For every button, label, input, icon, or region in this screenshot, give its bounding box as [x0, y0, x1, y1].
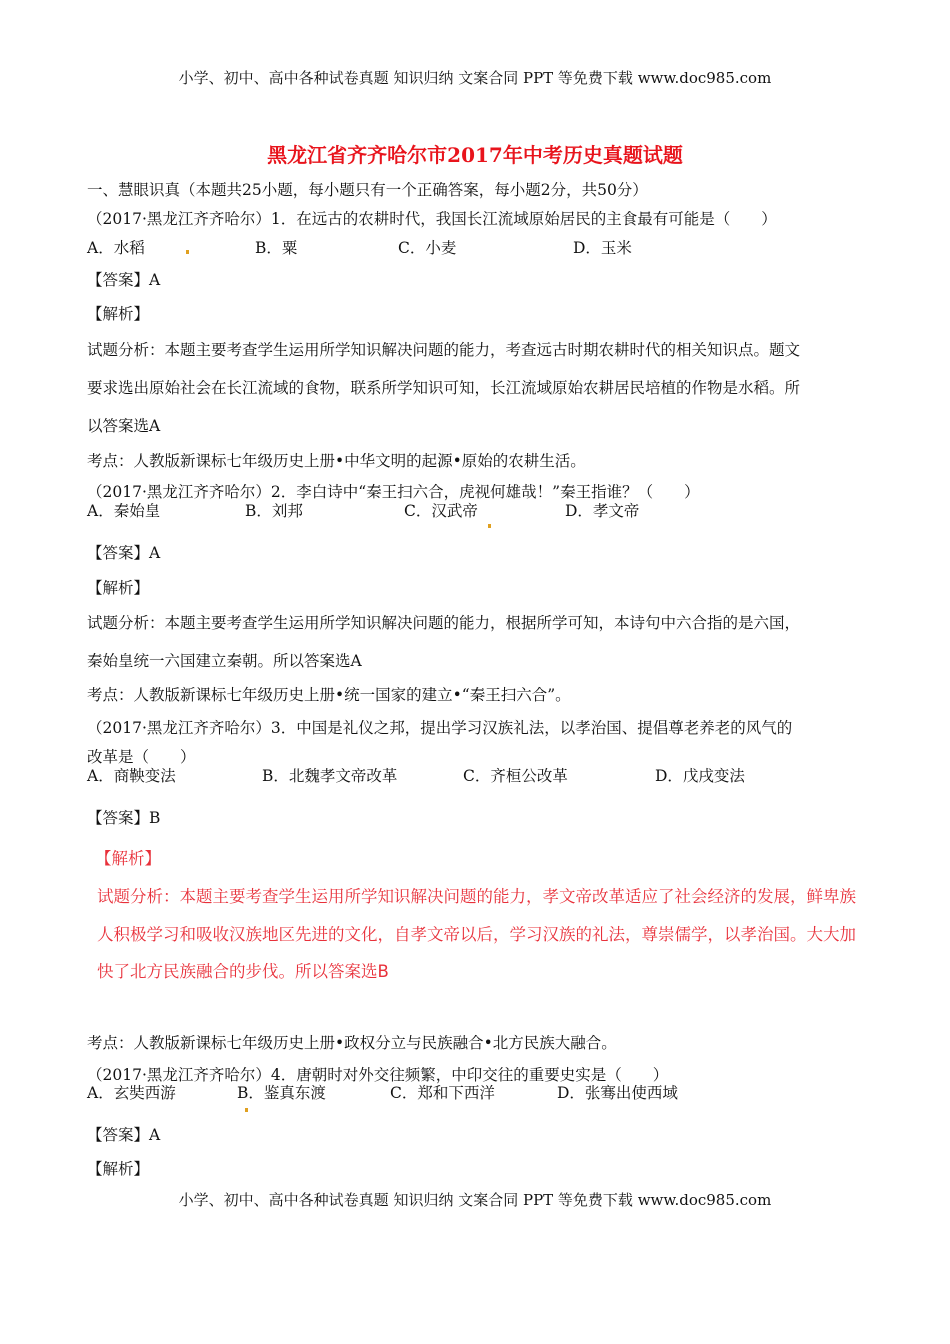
analysis-label: 【解析】 — [95, 849, 161, 868]
analysis-text: 试题分析：本题主要考查学生运用所学知识解决问题的能力，考查远古时期农耕时代的相关知识点。题文 — [87, 341, 801, 359]
answer-option: B．粟 — [255, 239, 298, 257]
analysis-label: 【解析】 — [87, 305, 150, 323]
analysis-text: 人积极学习和吸收汉族地区先进的文化，自孝文帝以后，学习汉族的礼法，尊崇儒学，以孝治国。大大加 — [97, 925, 856, 944]
answer-option: D．张骞出使西域 — [557, 1084, 678, 1102]
page-footer: 小学、初中、高中各种试卷真题 知识归纳 文案合同 PPT 等免费下载 www.doc985.com — [178, 1191, 772, 1209]
mark-dot — [488, 524, 491, 528]
answer-option: A．商鞅变法 — [87, 767, 176, 785]
knowledge-point: 考点：人教版新课标七年级历史上册•中华文明的起源•原始的农耕生活。 — [87, 452, 586, 470]
answer-option: D．孝文帝 — [565, 502, 640, 520]
answer-option: D．戊戌变法 — [655, 767, 745, 785]
answer-line: 【答案】A — [87, 544, 161, 562]
answer-option: A．秦始皇 — [87, 502, 161, 520]
answer-option: C．齐桓公改革 — [463, 767, 568, 785]
section-heading: 一、慧眼识真（本题共25小题，每小题只有一个正确答案，每小题2分，共50分） — [87, 181, 648, 199]
analysis-text: 要求选出原始社会在长江流域的食物，联系所学知识可知，长江流域原始农耕居民培植的作物是水稻。所 — [87, 379, 801, 397]
page-header: 小学、初中、高中各种试卷真题 知识归纳 文案合同 PPT 等免费下载 www.doc985.com — [178, 69, 772, 87]
document-title: 黑龙江省齐齐哈尔市2017年中考历史真题试题 — [267, 143, 683, 167]
answer-option: C．汉武帝 — [404, 502, 478, 520]
analysis-text: 快了北方民族融合的步伐。所以答案选B — [97, 962, 389, 981]
answer-option: B．鉴真东渡 — [237, 1084, 326, 1102]
analysis-text: 试题分析：本题主要考查学生运用所学知识解决问题的能力，根据所学可知，本诗句中六合指的是六国， — [87, 614, 801, 632]
question-stem: （2017·黑龙江齐齐哈尔）2．李白诗中“秦王扫六合，虎视何雄哉！”秦王指谁？（ ） — [87, 483, 700, 501]
answer-option: D．玉米 — [573, 239, 632, 257]
question-stem: （2017·黑龙江齐齐哈尔）1．在远古的农耕时代，我国长江流域原始居民的主食最有可能是（ ） — [87, 210, 777, 228]
answer-line: 【答案】B — [87, 809, 161, 827]
analysis-text: 试题分析：本题主要考查学生运用所学知识解决问题的能力，孝文帝改革适应了社会经济的发展，鲜卑族 — [97, 887, 856, 906]
answer-option: A．水稻 — [87, 239, 145, 257]
question-stem: 改革是（ ） — [87, 748, 196, 766]
analysis-label: 【解析】 — [87, 1160, 150, 1178]
answer-option: B．北魏孝文帝改革 — [262, 767, 398, 785]
answer-line: 【答案】A — [87, 1126, 161, 1144]
knowledge-point: 考点：人教版新课标七年级历史上册•政权分立与民族融合•北方民族大融合。 — [87, 1034, 617, 1052]
question-stem: （2017·黑龙江齐齐哈尔）3．中国是礼仪之邦，提出学习汉族礼法，以孝治国、提倡尊老养老的风气的 — [87, 719, 793, 737]
analysis-text: 秦始皇统一六国建立秦朝。所以答案选A — [87, 652, 362, 670]
analysis-label: 【解析】 — [87, 579, 150, 597]
knowledge-point: 考点：人教版新课标七年级历史上册•统一国家的建立•“秦王扫六合”。 — [87, 686, 571, 704]
analysis-text: 以答案选A — [87, 417, 161, 435]
answer-option: C．郑和下西洋 — [390, 1084, 495, 1102]
mark-dot — [186, 250, 189, 254]
mark-dot — [245, 1108, 248, 1112]
answer-option: B．刘邦 — [245, 502, 303, 520]
answer-option: C．小麦 — [398, 239, 457, 257]
answer-line: 【答案】A — [87, 271, 161, 289]
answer-option: A．玄奘西游 — [87, 1084, 176, 1102]
question-stem: （2017·黑龙江齐齐哈尔）4．唐朝时对外交往频繁，中印交往的重要史实是（ ） — [87, 1066, 669, 1084]
